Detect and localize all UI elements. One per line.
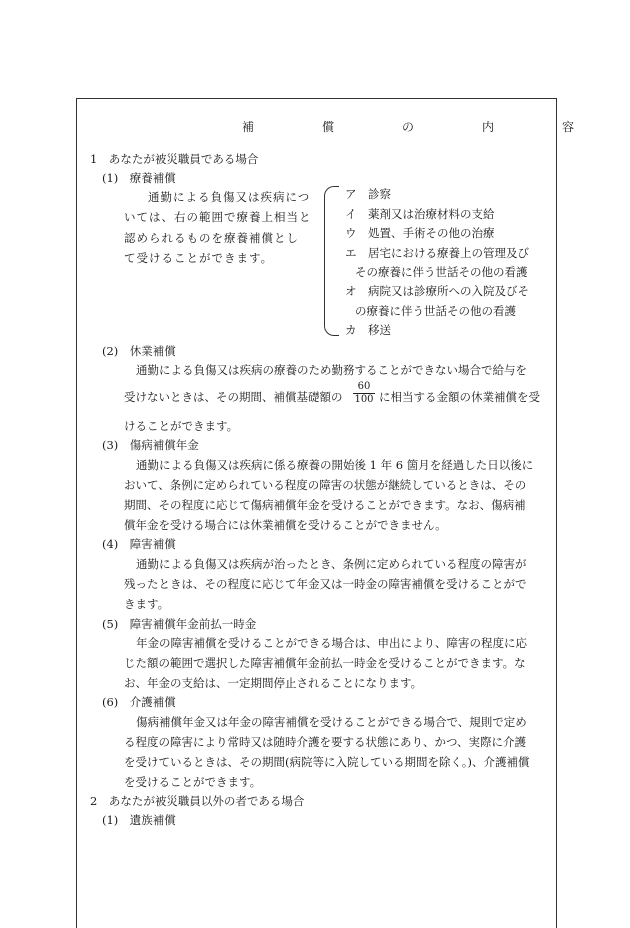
leave-text-line: 通勤による負傷又は疾病の療養のため勤務することができない場合で給与を <box>136 363 527 377</box>
lump-sum-text-line: 年金の障害補償を受けることができる場合は、申出により、障害の程度に応 <box>136 636 527 650</box>
lump-sum-heading: (5) 障害補償年金前払一時金 <box>102 617 257 631</box>
care-text-line: る程度の障害により常時又は随時介護を要する状態にあり、かつ、実際に介護 <box>124 735 527 749</box>
disability-text-line: 通勤による負傷又は疾病が治ったとき、条例に定められている程度の障害が <box>136 557 527 571</box>
leave-text-line: けることができます。 <box>124 419 239 433</box>
page-title: 補 償 の 内 容 <box>242 120 603 134</box>
medical-item: の療養に伴う世話その他の看護 <box>355 304 516 318</box>
care-text-line: を受けているときは、その期間(病院等に入院している期間を除く。)、介護補償 <box>124 755 530 769</box>
medical-item: ア 診察 <box>345 187 391 201</box>
leave-heading: (2) 休業補償 <box>102 344 176 358</box>
leave-text-line: に相当する金額の休業補償を受 <box>379 390 540 404</box>
leave-text-line: 受けないときは、その期間、補償基礎額の <box>124 390 343 404</box>
pension-text-line: おいて、条例に定められている程度の障害の状態が継続しているときは、その <box>124 478 527 492</box>
fraction-60-100 <box>353 381 375 406</box>
list-brace <box>324 186 339 336</box>
survivor-heading: (1) 遺族補償 <box>102 813 176 827</box>
medical-item: オ 病院又は診療所への入院及びそ <box>345 284 529 298</box>
medical-heading: (1) 療養補償 <box>102 171 176 185</box>
medical-item: イ 薬剤又は治療材料の支給 <box>345 207 495 221</box>
disability-heading: (4) 障害補償 <box>102 537 176 551</box>
medical-item: カ 移送 <box>345 323 391 337</box>
pension-text-line: 通勤による負傷又は疾病に係る療養の開始後 1 年 6 箇月を経過した日以後に <box>136 458 534 472</box>
pension-heading: (3) 傷病補償年金 <box>102 438 199 452</box>
care-heading: (6) 介護補償 <box>102 695 176 709</box>
disability-text-line: きます。 <box>124 597 170 611</box>
section-2-heading: 2 あなたが被災職員以外の者である場合 <box>90 794 305 808</box>
disability-text-line: 残ったときは、その程度に応じて年金又は一時金の障害補償を受けることがで <box>124 577 527 591</box>
fraction-denominator: 100 <box>354 394 374 405</box>
medical-text-line: 認められるものを療養補償とし <box>124 231 299 245</box>
fraction-numerator: 60 <box>357 381 371 392</box>
medical-item: その療養に伴う世話その他の看護 <box>355 265 528 279</box>
care-text-line: 傷病補償年金又は年金の障害補償を受けることができる場合で、規則で定め <box>136 715 527 729</box>
medical-text-line: て受けることができます。 <box>124 251 274 265</box>
lump-sum-text-line: お、年金の支給は、一定期間停止されることになります。 <box>124 676 423 690</box>
pension-text-line: 期間、その程度に応じて傷病補償年金を受けることができます。なお、傷病補 <box>124 498 526 512</box>
medical-item: ウ 処置、手術その他の治療 <box>345 226 495 240</box>
care-text-line: を受けることができます。 <box>124 775 262 789</box>
lump-sum-text-line: じた額の範囲で選択した障害補償年金前払一時金を受けることができます。な <box>124 656 526 670</box>
medical-text-line: いては、右の範囲で療養上相当と <box>124 210 312 224</box>
pension-text-line: 償年金を受ける場合には休業補償を受けることができません。 <box>124 518 447 532</box>
medical-item: エ 居宅における療養上の管理及び <box>345 246 529 260</box>
section-1-heading: 1 あなたが被災職員である場合 <box>90 152 259 166</box>
medical-text-line: 通勤による負傷又は疾病につ <box>148 190 311 204</box>
